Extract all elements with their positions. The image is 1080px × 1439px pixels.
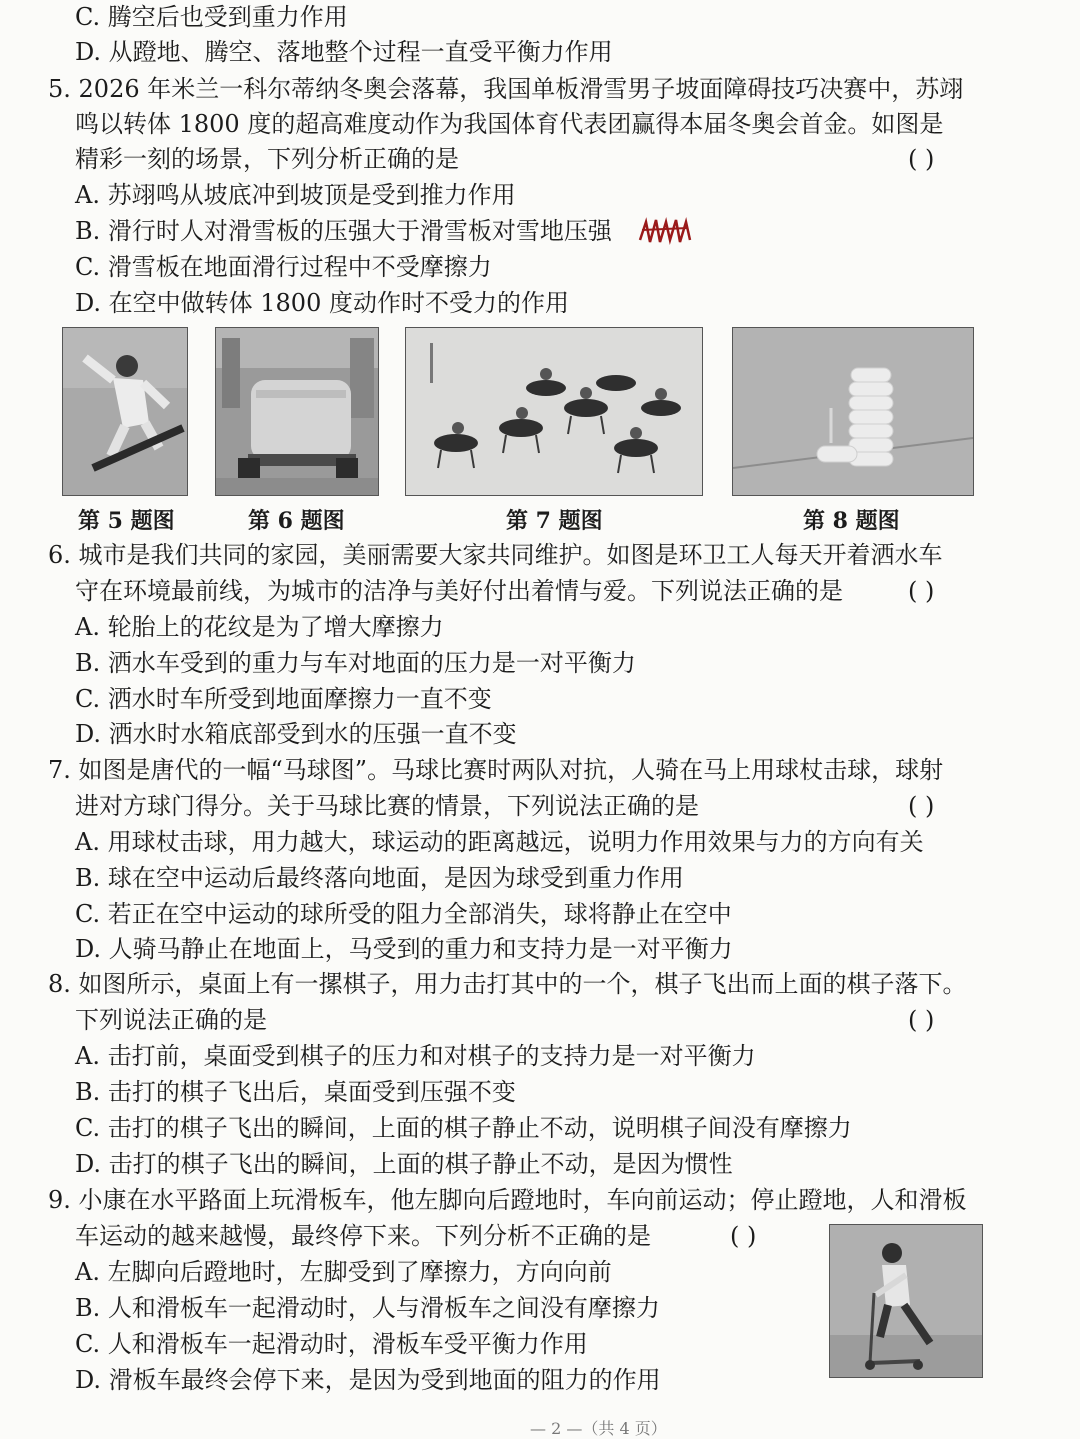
q8-option-d: D. 击打的棋子飞出的瞬间，上面的棋子静止不动，是因为惯性 — [75, 1150, 733, 1178]
q7-option-d: D. 人骑马静止在地面上，马受到的重力和支持力是一对平衡力 — [75, 935, 733, 963]
red-scribble-mark — [636, 216, 696, 246]
q8-option-a: A. 击打前，桌面受到棋子的压力和对棋子的支持力是一对平衡力 — [75, 1042, 756, 1070]
q9-option-d: D. 滑板车最终会停下来，是因为受到地面的阻力的作用 — [75, 1366, 661, 1394]
q8-option-b: B. 击打的棋子飞出后，桌面受到压强不变 — [75, 1078, 516, 1106]
q5-stem-line1: 5. 2026 年米兰一科尔蒂纳冬奥会落幕，我国单板滑雪男子坡面障碍技巧决赛中，苏翊 — [48, 75, 964, 103]
q7-option-c: C. 若正在空中运动的球所受的阻力全部消失，球将静止在空中 — [75, 900, 732, 928]
q7-stem-line2: 进对方球门得分。关于马球比赛的情景，下列说法正确的是 — [75, 792, 699, 820]
q5-option-a: A. 苏翊鸣从坡底冲到坡顶是受到推力作用 — [75, 181, 516, 209]
option-c-prev: C. 腾空后也受到重力作用 — [75, 3, 348, 31]
q5-answer-blank[interactable]: ( ) — [908, 145, 935, 173]
figure-7-caption: 第 7 题图 — [506, 508, 603, 534]
figure-8-caption: 第 8 题图 — [803, 508, 900, 534]
figure-7-polo-painting — [405, 327, 703, 496]
figure-6-watering-truck — [215, 327, 379, 496]
q5-stem-line3: 精彩一刻的场景，下列分析正确的是 — [75, 145, 459, 173]
q6-option-b: B. 洒水车受到的重力与车对地面的压力是一对平衡力 — [75, 649, 636, 677]
q7-option-a: A. 用球杖击球，用力越大，球运动的距离越远，说明力作用效果与力的方向有关 — [75, 828, 924, 856]
q9-stem-line1: 9. 小康在水平路面上玩滑板车，他左脚向后蹬地时，车向前运动；停止蹬地，人和滑板 — [48, 1186, 967, 1214]
q8-stem-line1: 8. 如图所示，桌面上有一摞棋子，用力击打其中的一个，棋子飞出而上面的棋子落下。 — [48, 970, 967, 998]
q9-option-c: C. 人和滑板车一起滑动时，滑板车受平衡力作用 — [75, 1330, 588, 1358]
q7-answer-blank[interactable]: ( ) — [908, 792, 935, 820]
q8-stem-line2: 下列说法正确的是 — [75, 1006, 267, 1034]
q6-stem-line1: 6. 城市是我们共同的家园，美丽需要大家共同维护。如图是环卫工人每天开着洒水车 — [48, 541, 943, 569]
figure-9-scooter-boy — [829, 1224, 983, 1378]
q9-answer-blank[interactable]: ( ) — [730, 1222, 757, 1250]
figure-8-chess-stack — [732, 327, 974, 496]
q7-option-b: B. 球在空中运动后最终落向地面，是因为球受到重力作用 — [75, 864, 684, 892]
q9-option-b: B. 人和滑板车一起滑动时，人与滑板车之间没有摩擦力 — [75, 1294, 660, 1322]
q6-stem-line2: 守在环境最前线，为城市的洁净与美好付出着情与爱。下列说法正确的是 — [75, 577, 843, 605]
q6-option-d: D. 洒水时水箱底部受到水的压强一直不变 — [75, 720, 517, 748]
q6-option-a: A. 轮胎上的花纹是为了增大摩擦力 — [75, 613, 444, 641]
q6-option-c: C. 洒水时车所受到地面摩擦力一直不变 — [75, 685, 492, 713]
page-footer: — 2 —（共 4 页） — [530, 1419, 667, 1438]
q5-option-d: D. 在空中做转体 1800 度动作时不受力的作用 — [75, 289, 569, 317]
q5-stem-line2: 鸣以转体 1800 度的超高难度动作为我国体育代表团赢得本届冬奥会首金。如图是 — [75, 110, 944, 138]
q5-option-c: C. 滑雪板在地面滑行过程中不受摩擦力 — [75, 253, 492, 281]
figure-5-caption: 第 5 题图 — [78, 508, 175, 534]
q7-stem-line1: 7. 如图是唐代的一幅“马球图”。马球比赛时两队对抗，人骑在马上用球杖击球，球射 — [48, 756, 944, 784]
q8-answer-blank[interactable]: ( ) — [908, 1006, 935, 1034]
figure-5-snowboarder — [62, 327, 188, 496]
figure-6-caption: 第 6 题图 — [248, 508, 345, 534]
q6-answer-blank[interactable]: ( ) — [908, 577, 935, 605]
q5-option-b: B. 滑行时人对滑雪板的压强大于滑雪板对雪地压强 — [75, 217, 612, 245]
q8-option-c: C. 击打的棋子飞出的瞬间，上面的棋子静止不动，说明棋子间没有摩擦力 — [75, 1114, 852, 1142]
q9-option-a: A. 左脚向后蹬地时，左脚受到了摩擦力，方向向前 — [75, 1258, 612, 1286]
option-d-prev: D. 从蹬地、腾空、落地整个过程一直受平衡力作用 — [75, 38, 613, 66]
q9-stem-line2: 车运动的越来越慢，最终停下来。下列分析不正确的是 — [75, 1222, 651, 1250]
